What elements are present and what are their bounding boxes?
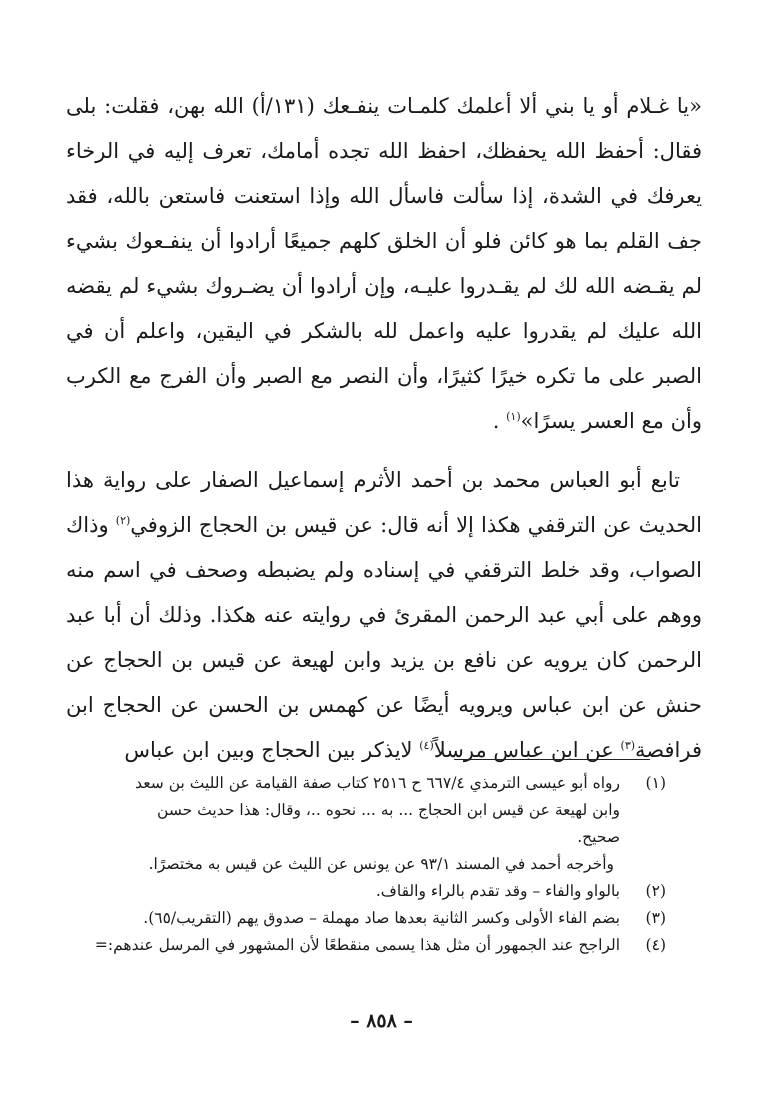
footnote-number: (٣) xyxy=(645,909,666,927)
text-line: منه ووهم على أبي عبد الرحمن المقرئ في روايته عنه هكذا. وذلك أن أبا xyxy=(66,558,702,627)
text-line: هذا الحديث عن الترقفي هكذا إلا أنه قال: عن قيس بن الحجاج الزوفي xyxy=(66,468,702,537)
footnote-line: بضم الفاء الأولى وكسر الثانية بعدها صاد مهملة – صدوق يهم (التقريب/٦٥). xyxy=(143,909,620,927)
footnote-4 xyxy=(66,932,666,959)
text-line: بشيء لم يقضه الله عليك لم يقدروا عليه واعمل لله بالشكر في اليقين، xyxy=(66,274,702,343)
text-line: في الرخاء يعرفك في الشدة، إذا سألت فاسأل الله وإذا استعنت فاستعن xyxy=(66,139,702,208)
text-line: وذاك الصواب، وقد خلط الترقفي في إسناده ولم يضبطه وصحف في اسم xyxy=(66,513,702,582)
text-line: الفرج مع الكرب وأن مع العسر يسرًا» xyxy=(66,364,702,433)
footnote-ref-3[interactable]: (٣) xyxy=(620,739,636,752)
footnote-line: بالواو والفاء – وقد تقدم بالراء والقاف. xyxy=(375,882,620,900)
footnote-2 xyxy=(66,878,666,905)
footnote-number: (٢) xyxy=(645,882,666,900)
footnote-line: وابن لهيعة عن قيس ابن الحجاج ... به ... نحوه ..، وقال: هذا حديث حسن xyxy=(157,801,620,819)
footnote-line: صحيح. xyxy=(577,828,620,846)
text-line: واعلم أن في الصبر على ما تكره خيرًا كثيرًا، وأن النصر مع الصبر وأن xyxy=(66,319,702,388)
text-line: ينفـعوك بشيء لم يقـضه الله لك لم يقـدروا عليـه، وإن أرادوا أن يضـروك xyxy=(66,229,702,298)
main-text xyxy=(66,84,702,773)
page-number: – ٨٥٨ – xyxy=(350,1010,413,1032)
text-line: عن ابن عباس مرسلاً xyxy=(433,738,614,762)
text-line: ابن فرافصة xyxy=(66,693,702,762)
footnote-line: الراجح عند الجمهور أن مثل هذا يسمى منقطعًا لأن المشهور في المرسل عندهم:= xyxy=(94,936,620,954)
footnotes xyxy=(66,770,666,959)
footnote-ref-1[interactable]: (١) xyxy=(506,410,521,423)
footnote-line: وأخرجه أحمد في المسند ٩٣/١ عن يونس عن الليث عن قيس به مختصرًا. xyxy=(148,855,614,873)
text-line: «يا غـلام أو يا بني ألا أعلمك كلمـات ينفـعك (١٣١/أ) الله بهن، xyxy=(167,94,702,118)
footnote-divider xyxy=(454,759,650,760)
text-line: عبد الرحمن كان يرويه عن نافع بن يزيد وابن لهيعة عن قيس بن الحجاج xyxy=(66,603,702,672)
text-line: تابع أبو العباس محمد بن أحمد الأثرم إسماعيل الصفار على رواية xyxy=(102,468,680,492)
footnote-ref-4[interactable]: (٤) xyxy=(419,739,434,752)
text-line: فقلت: بلى فقال: أحفظ الله يحفظك، احفظ الله تجده أمامك، تعرف إليه xyxy=(66,94,702,163)
footnote-1 xyxy=(66,770,666,878)
footnote-ref-2[interactable]: (٢) xyxy=(115,514,131,527)
paragraph-1: «يا غـلام أو يا بني ألا أعلمك كلمـات ينفـعك (١٣١/أ) الله بهن، فقلت: بلى فقال: أحفظ الله يحفظك، احفظ الله تجده أمامك، تعرف إليه في الرخاء يعرفك في الشدة، إذا سألت فاسأل الله وإذا استعنت فاستعن بالله، فقد جف القلم بما هو كائن فلو أن الخلق كلهم جميعًا أرادوا أن ينفـعوك بشيء لم يقـضه الله لك لم يقـدروا عليـه، وإن أرادوا أن يضـروك بشيء لم يقضه الله عليك لم يقدروا عليه واعمل لله بالشكر في اليقين، واعلم أن في الصبر على ما تكره خيرًا كثيرًا، وأن النصر مع الصبر وأن الفرج مع الكرب وأن مع العسر يسرًا»$^{(١)}$ . xyxy=(66,94,702,433)
text-line: بالله، فقد جف القلم بما هو كائن فلو أن الخلق كلهم جميعًا أرادوا أن xyxy=(66,184,702,253)
text-line: عن حنش عن ابن عباس ويرويه أيضًا عن كهمس بن الحسن عن الحجاج xyxy=(66,648,702,717)
paragraph-2 xyxy=(66,458,702,773)
footnote-number: (٤) xyxy=(645,936,666,954)
text-line: لايذكر بين الحجاج وبين ابن عباس xyxy=(124,738,413,762)
footnote-line: رواه أبو عيسى الترمذي ٦٦٧/٤ ح ٢٥١٦ كتاب صفة القيامة عن الليث بن سعد xyxy=(135,774,620,792)
footnote-number: (١) xyxy=(645,774,666,792)
footnote-3 xyxy=(66,905,666,932)
